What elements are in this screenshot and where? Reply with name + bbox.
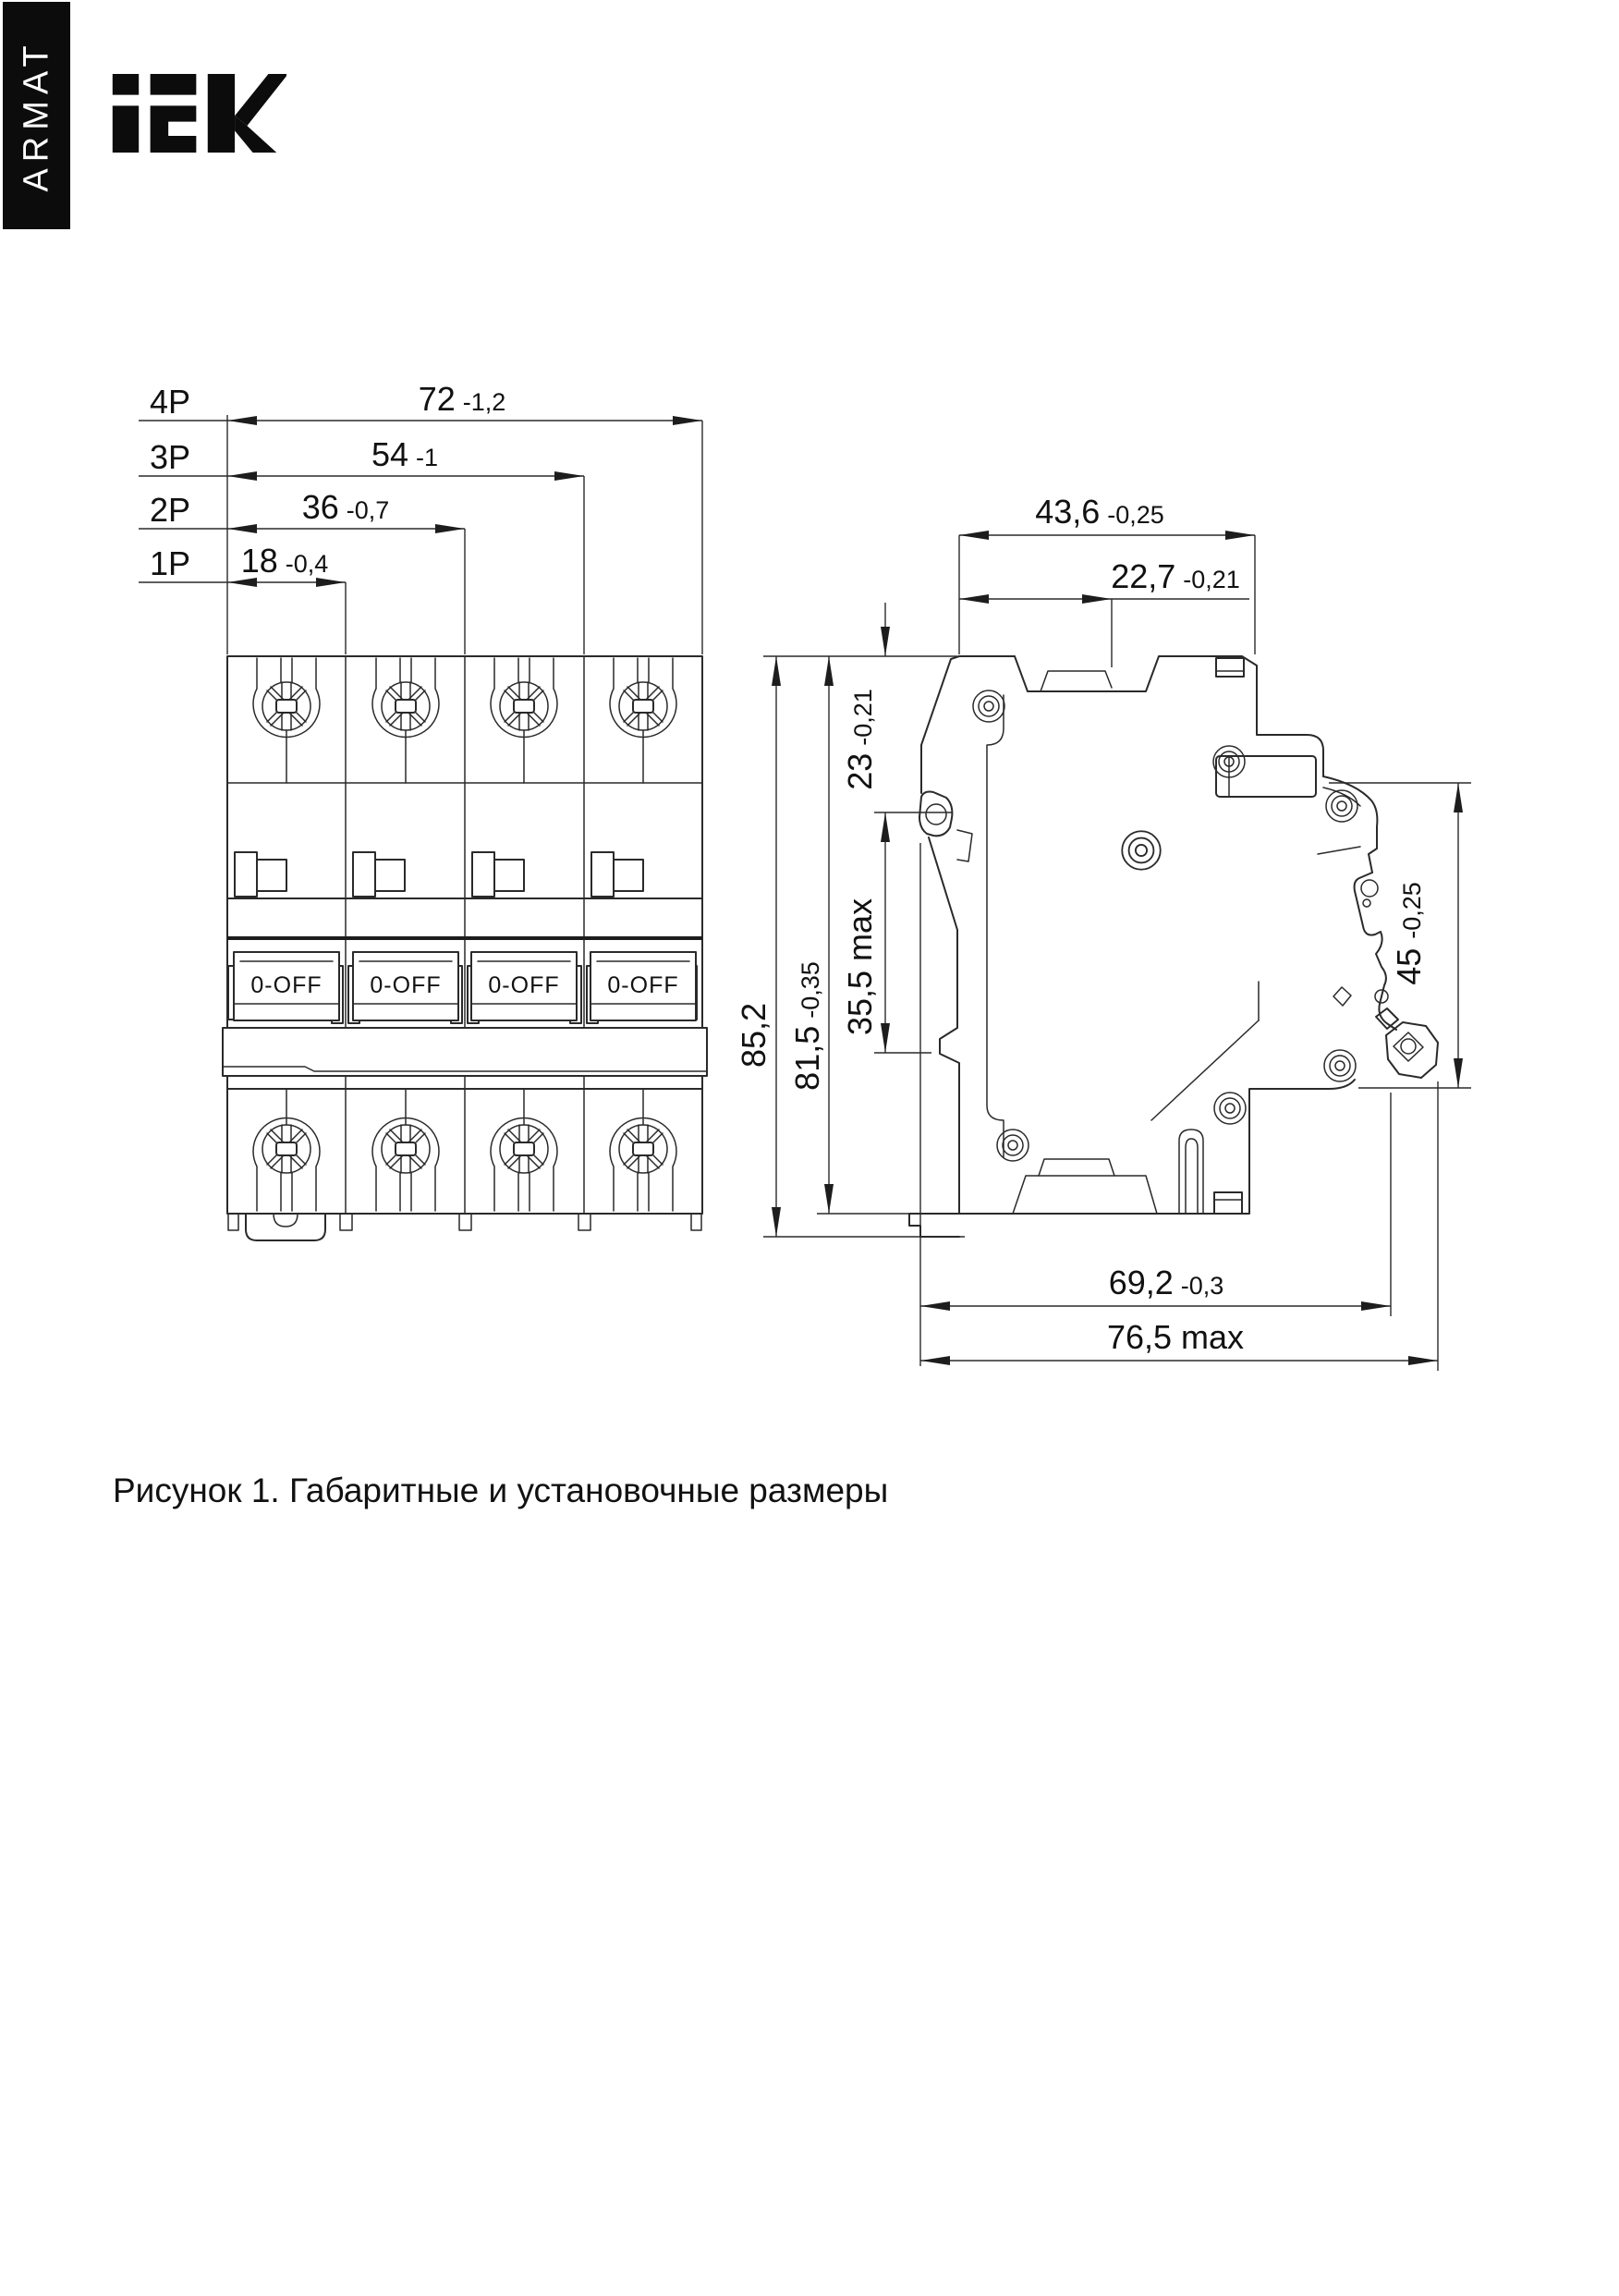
dimension-value: 45-0,25 [1390, 882, 1428, 985]
dimension-value: 76,5 max [1106, 1318, 1245, 1356]
dimension-value: 72 -1,2 [418, 380, 506, 418]
toggle-handle [590, 952, 696, 1020]
dimension-value: 35,5 max [841, 898, 879, 1036]
figure-caption: Рисунок 1. Габаритные и установочные размеры [113, 1472, 889, 1509]
toggle-handle [353, 952, 458, 1020]
dimension-3p [139, 435, 584, 654]
din-latch-screw [1376, 1008, 1438, 1078]
toggle-side [919, 792, 972, 861]
dimension-value: 81,5-0,35 [788, 961, 826, 1091]
dimension-width-front [959, 557, 1249, 667]
dimension-depth-max [920, 1081, 1438, 1371]
dimension-din-height [1329, 783, 1471, 1088]
handle-label: 0-OFF [370, 972, 442, 998]
pole-label: 1P [149, 544, 191, 582]
dimension-depth-mounting [920, 843, 1391, 1366]
dimension-handle-zone [841, 812, 952, 1053]
armat-series-label: ARMAT [17, 39, 55, 192]
handle-label: 0-OFF [607, 972, 679, 998]
toggle-handle [234, 952, 339, 1020]
dimension-value: 85,2 [735, 1002, 773, 1069]
pole-label: 4P [149, 383, 191, 421]
handle-label: 0-OFF [250, 972, 323, 998]
dimension-value: 69,2 -0,3 [1108, 1264, 1224, 1301]
side-view [909, 656, 1438, 1237]
dimension-handle-offset [841, 603, 885, 790]
pole-label: 3P [149, 438, 191, 476]
dimension-4p [139, 380, 702, 654]
dimension-value: 43,6 -0,25 [1035, 493, 1164, 531]
handle-label: 0-OFF [488, 972, 560, 998]
dimension-value: 22,7 -0,21 [1111, 557, 1240, 595]
dimension-value: 18 -0,4 [240, 542, 329, 580]
dimension-value: 54 -1 [371, 435, 439, 473]
front-view [223, 656, 707, 1240]
dimension-1p [139, 542, 346, 654]
dimension-value: 23-0,21 [841, 689, 879, 790]
side-dimensions [735, 493, 1471, 1371]
front-step-tabs [235, 852, 643, 897]
bottom-tabs [228, 1214, 701, 1230]
dimension-value: 36 -0,7 [301, 488, 390, 526]
toggle-handle [471, 952, 577, 1020]
din-clip-front [246, 1214, 325, 1240]
handle-tie-bar [223, 1028, 707, 1076]
front-dimensions [139, 380, 702, 654]
pole-label: 2P [149, 491, 191, 529]
